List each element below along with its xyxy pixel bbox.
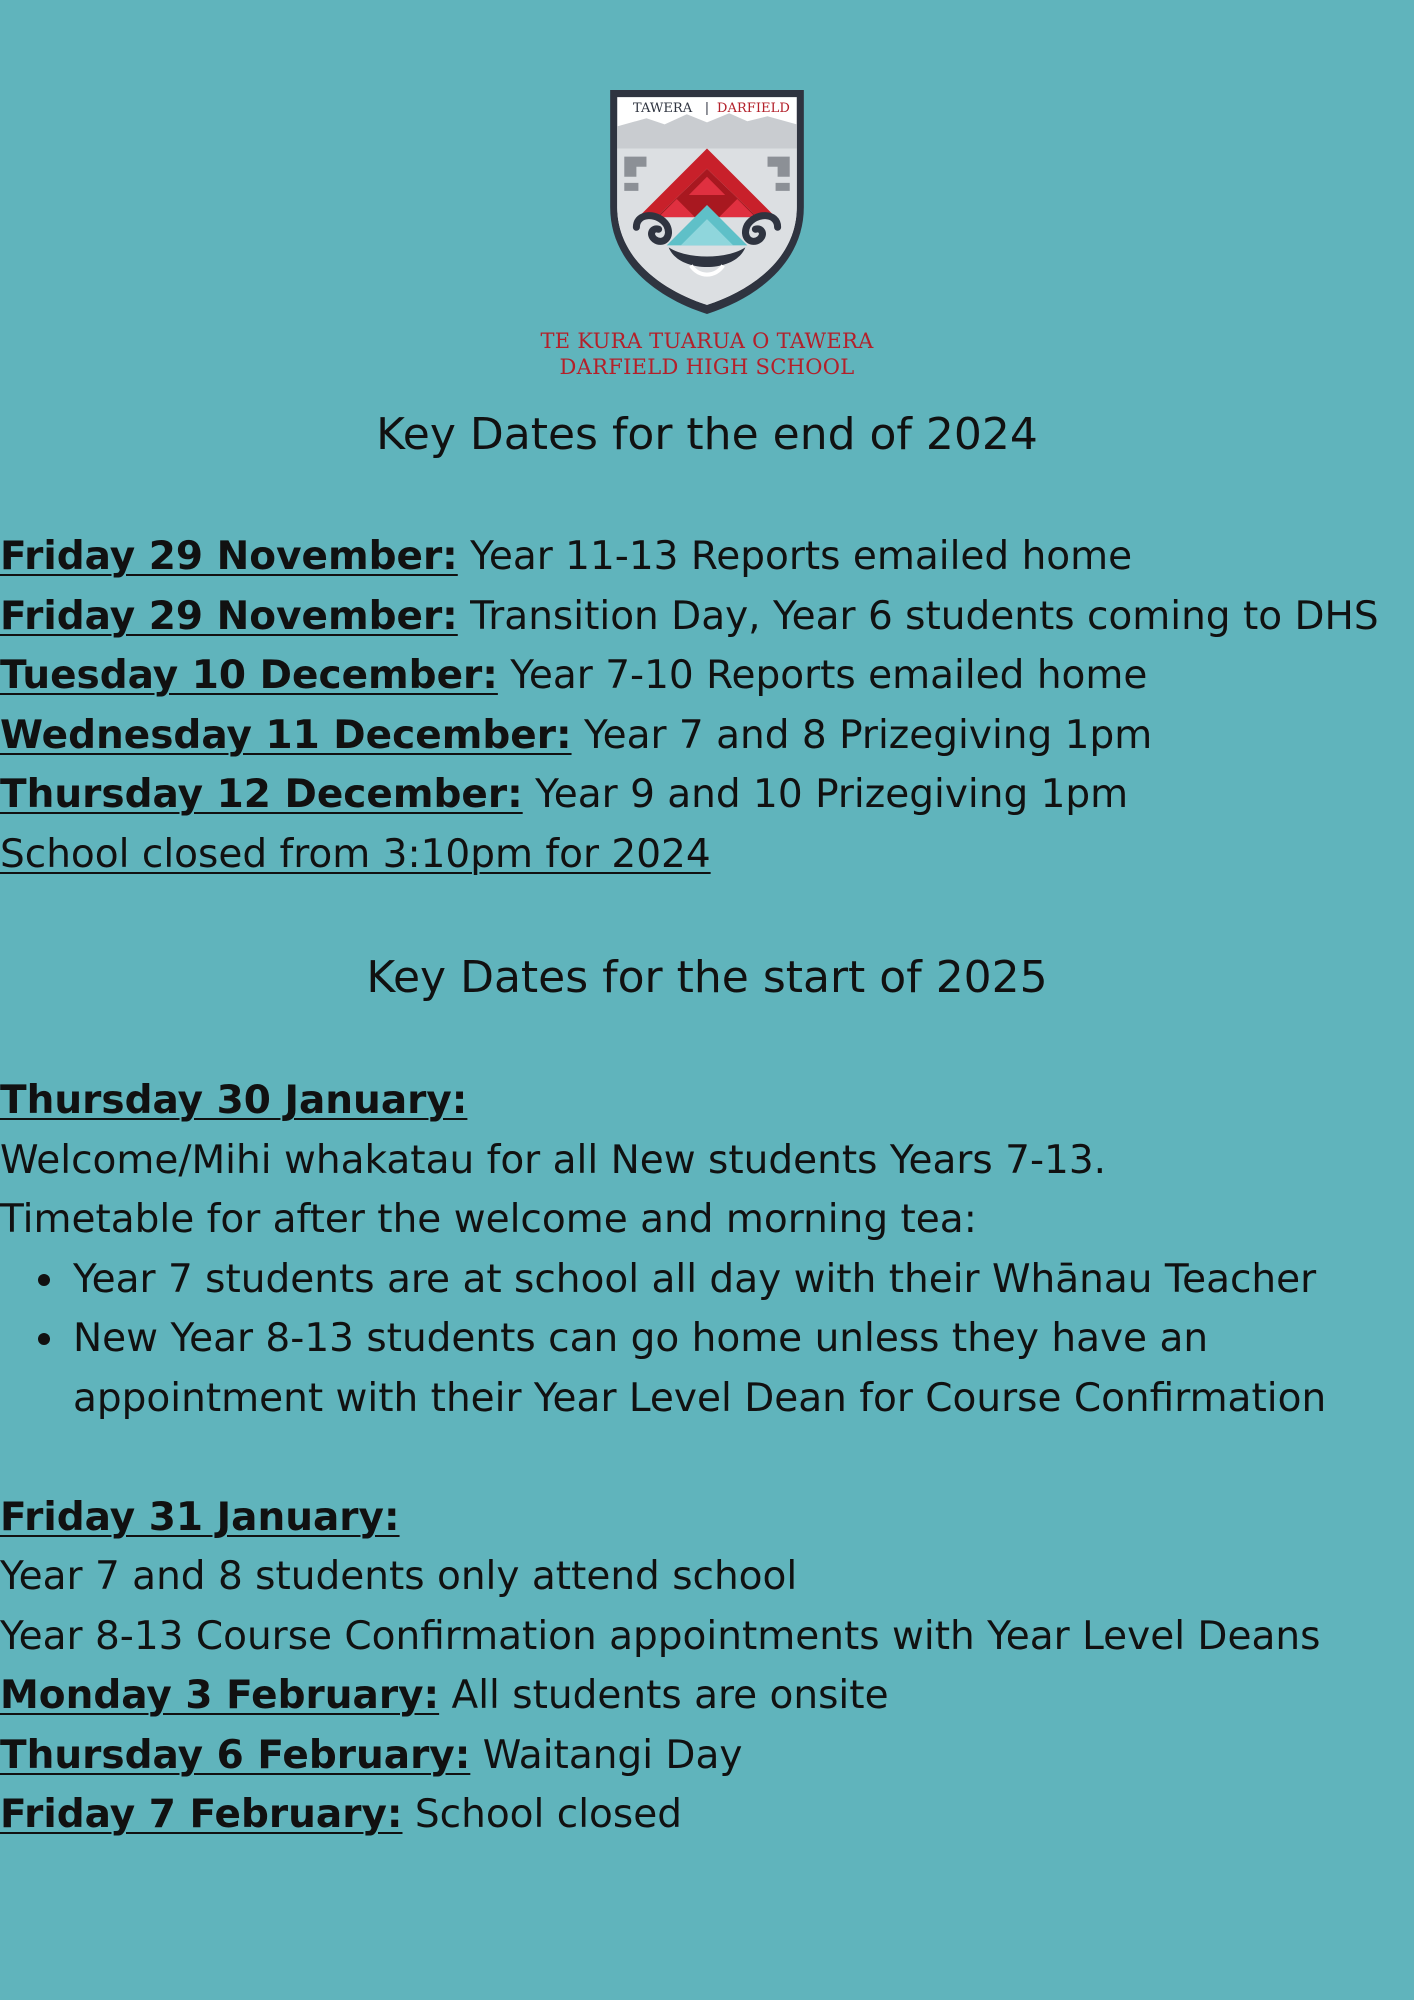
bullet-item <box>0 1250 1414 1310</box>
end-2024-dates-list <box>0 527 1414 884</box>
date-description: Year 7-10 Reports emailed home <box>497 653 1148 698</box>
school-crest-icon <box>606 86 808 318</box>
jan31-line: Year 8-13 Course Confirmation appointments with Year Level Deans <box>0 1613 1321 1659</box>
date-item <box>0 646 1414 706</box>
date-item <box>0 706 1414 766</box>
timetable-text: Timetable for after the welcome and morning tea: <box>0 1197 977 1242</box>
date-item <box>0 1785 1414 1845</box>
date-label: Tuesday 10 December: <box>0 653 498 698</box>
date-item <box>0 527 1414 587</box>
svg-text:DARFIELD: DARFIELD <box>716 101 790 117</box>
date-label: Monday 3 February: <box>0 1673 440 1718</box>
bullet-text: New Year 8-13 students can go home unless they have an <box>73 1316 1209 1361</box>
closing-note-text: School closed from 3:10pm for 2024 <box>0 831 711 877</box>
date-description: Waitangi Day <box>470 1732 743 1778</box>
date-item <box>0 1071 1414 1131</box>
bullet-icon <box>38 1333 50 1345</box>
school-name-english: DARFIELD HIGH SCHOOL <box>559 355 855 379</box>
date-item <box>0 587 1414 647</box>
date-description: School closed <box>402 1792 682 1837</box>
date-description: Transition Day, Year 6 students coming to DHS <box>457 593 1379 639</box>
date-item <box>0 1726 1414 1786</box>
jan31-line: Year 7 and 8 students only attend school <box>0 1554 798 1599</box>
date-description: Year 11-13 Reports emailed home <box>457 534 1133 579</box>
closing-note <box>0 825 1414 885</box>
date-description: All students are onsite <box>439 1673 889 1718</box>
date-label: Wednesday 11 December: <box>0 712 572 758</box>
bullet-item <box>0 1309 1414 1428</box>
date-label: Thursday 6 February: <box>0 1732 471 1778</box>
school-name <box>540 328 873 380</box>
section-title-start-2025: Key Dates for the start of 2025 <box>366 952 1048 1003</box>
school-name-maori: TE KURA TUARUA O TAWERA <box>540 329 874 353</box>
bullet-text-continued: appointment with their Year Level Dean for Course Confirmation <box>73 1375 1327 1421</box>
welcome-text: Welcome/Mihi whakatau for all New students Years 7-13. <box>0 1137 1107 1183</box>
bullet-icon <box>38 1274 50 1286</box>
date-label: Thursday 30 January: <box>0 1078 468 1123</box>
date-label: Friday 29 November: <box>0 534 458 579</box>
svg-text:|: | <box>704 101 710 117</box>
date-item <box>0 765 1414 825</box>
date-label: Friday 31 January: <box>0 1494 400 1540</box>
date-item <box>0 1666 1414 1726</box>
bullet-text: Year 7 students are at school all day with their Whānau Teacher <box>73 1256 1317 1302</box>
date-description: Year 7 and 8 Prizegiving 1pm <box>571 712 1153 758</box>
start-2025-dates-list <box>0 1071 1414 1845</box>
school-logo <box>0 86 1414 380</box>
svg-text:TAWERA: TAWERA <box>632 101 693 117</box>
section-title-end-2024: Key Dates for the end of 2024 <box>376 409 1038 460</box>
date-description: Year 9 and 10 Prizegiving 1pm <box>522 772 1129 817</box>
spacer <box>0 1428 1414 1488</box>
timetable-bullets <box>0 1250 1414 1429</box>
date-item <box>0 1488 1414 1548</box>
date-label: Friday 29 November: <box>0 593 458 639</box>
date-label: Thursday 12 December: <box>0 772 523 817</box>
date-label: Friday 7 February: <box>0 1792 403 1837</box>
